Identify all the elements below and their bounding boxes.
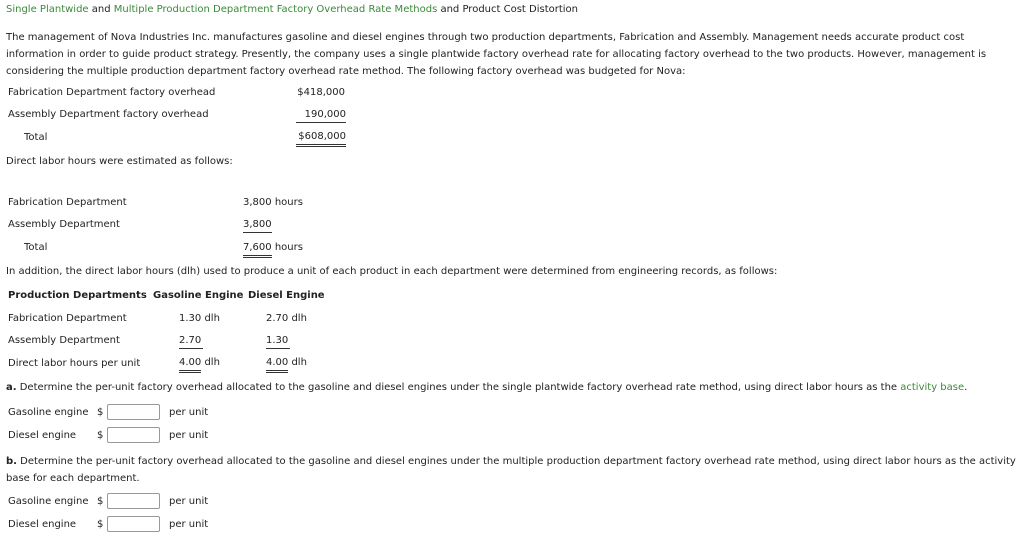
dlh-fab-unit: hours — [274, 197, 303, 208]
overhead-asm-label: Assembly Department factory overhead — [8, 109, 209, 120]
answer-a-gasoline-currency: $ — [97, 407, 104, 418]
question-b-text: Determine the per-unit factory overhead allocated to the gasoline and diesel engines under the multiple production department factory overhead rate method, using direct labor hours as the activity base for each department. — [6, 456, 1016, 484]
question-b-letter: b. — [6, 456, 17, 467]
answer-a-gasoline-unit: per unit — [169, 407, 209, 418]
answer-a-diesel-input[interactable] — [107, 427, 160, 443]
table-fab-gas-value: 1.30 — [179, 313, 202, 324]
page-title — [6, 4, 578, 15]
table-total-label: Direct labor hours per unit — [8, 358, 141, 369]
answer-a-diesel-unit: per unit — [169, 430, 209, 441]
table-total-diesel-unit: dlh — [291, 357, 307, 368]
dlh-fab-value — [243, 197, 303, 208]
question-b — [6, 453, 1022, 487]
title-and: and — [88, 4, 114, 15]
table-fab-diesel — [266, 313, 307, 324]
table-header-diesel: Diesel Engine — [248, 290, 325, 301]
question-a — [6, 382, 967, 393]
answer-b-diesel-currency: $ — [97, 519, 104, 530]
table-fab-gas-unit: dlh — [204, 313, 220, 324]
dlh-asm-value: 3,800 — [243, 219, 272, 233]
table-total-gas — [179, 357, 220, 368]
answer-b-diesel-label: Diesel engine — [8, 519, 77, 530]
table-fab-label: Fabrication Department — [8, 313, 127, 324]
dlh-asm-label: Assembly Department — [8, 219, 120, 230]
answer-b-diesel-unit: per unit — [169, 519, 209, 530]
answer-b-gasoline-currency: $ — [97, 496, 104, 507]
dlh-total-value — [243, 242, 303, 253]
title-single-plantwide: Single Plantwide — [6, 4, 89, 15]
overhead-asm-value: 190,000 — [296, 109, 346, 123]
table-asm-gas: 2.70 — [179, 335, 203, 349]
dlh-total-label: Total — [24, 242, 48, 253]
answer-b-gasoline-label: Gasoline engine — [8, 496, 89, 507]
overhead-fab-value: $418,000 — [297, 87, 345, 98]
overhead-total-value: $608,000 — [296, 131, 346, 147]
activity-base-link[interactable]: activity base — [900, 382, 965, 393]
table-fab-diesel-unit: dlh — [291, 313, 307, 324]
question-a-end: . — [964, 382, 968, 393]
overhead-total-label: Total — [24, 132, 48, 143]
question-a-text: Determine the per-unit factory overhead allocated to the gasoline and diesel engines under the single plantwide factory overhead rate method, using direct labor hours as the — [16, 382, 901, 393]
question-a-letter: a. — [6, 382, 17, 393]
intro-paragraph: The management of Nova Industries Inc. manufactures gasoline and diesel engines through two production departments, Fabrication and Assembly. Management needs accurate product cost information in order to guide product strategy. Presently, the company uses a single plantwide factory overhead rate for allocating factory overhead to the two products. However, management is considering the multiple production department factory overhead rate method. The following factory overhead was budgeted for Nova: — [6, 32, 987, 77]
addition-text: In addition, the direct labor hours (dlh) used to produce a unit of each product in each department were determined from engineering records, as follows: — [6, 266, 778, 277]
answer-b-gasoline-input[interactable] — [107, 493, 160, 509]
table-total-diesel — [266, 357, 307, 368]
dlh-fab-label: Fabrication Department — [8, 197, 127, 208]
answer-a-gasoline-input[interactable] — [107, 404, 160, 420]
table-total-diesel-value: 4.00 — [266, 357, 288, 373]
table-asm-label: Assembly Department — [8, 335, 120, 346]
dlh-total-unit: hours — [274, 242, 303, 253]
table-header-departments: Production Departments — [8, 290, 147, 301]
overhead-fab-label: Fabrication Department factory overhead — [8, 87, 216, 98]
table-asm-diesel: 1.30 — [266, 335, 290, 349]
table-fab-gas — [179, 313, 220, 324]
answer-a-gasoline-label: Gasoline engine — [8, 407, 89, 418]
table-total-gas-unit: dlh — [204, 357, 220, 368]
table-fab-diesel-value: 2.70 — [266, 313, 289, 324]
table-total-gas-value: 4.00 — [179, 357, 201, 373]
title-distortion: and Product Cost Distortion — [437, 4, 579, 15]
dlh-fab-number: 3,800 — [243, 197, 272, 208]
answer-a-diesel-currency: $ — [97, 430, 104, 441]
answer-b-diesel-input[interactable] — [107, 516, 160, 532]
answer-b-gasoline-unit: per unit — [169, 496, 209, 507]
title-multiple-dept: Multiple Production Department Factory Overhead Rate Methods — [113, 4, 438, 15]
answer-a-diesel-label: Diesel engine — [8, 430, 77, 441]
dlh-total-number: 7,600 — [243, 242, 272, 258]
table-header-gasoline: Gasoline Engine — [153, 290, 244, 301]
dlh-intro: Direct labor hours were estimated as follows: — [6, 156, 233, 167]
